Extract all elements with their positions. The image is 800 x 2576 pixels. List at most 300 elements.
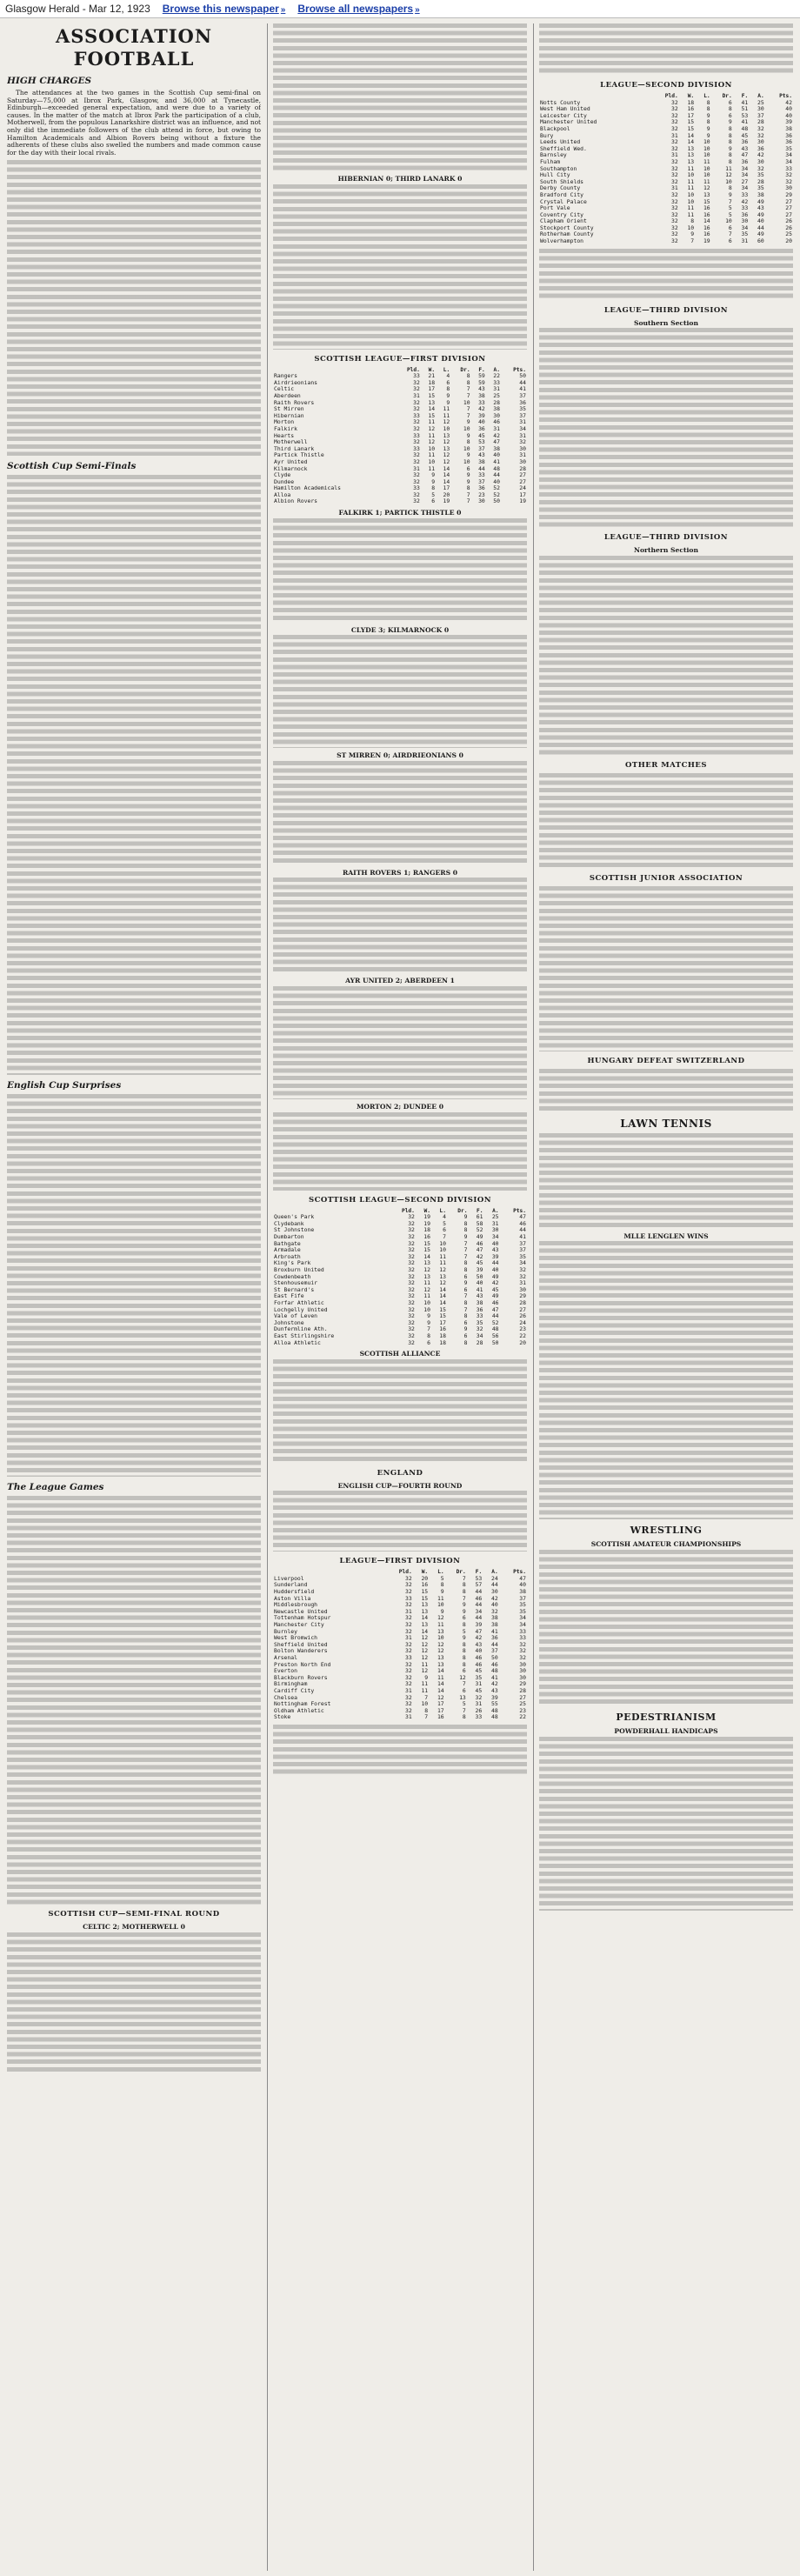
table-cell: 11: [437, 1594, 444, 1602]
table-cell: 32: [757, 131, 764, 139]
table-cell: 43: [491, 1686, 498, 1694]
table-cell: 19: [423, 1219, 430, 1227]
table-cell: 30: [491, 1226, 499, 1234]
newspaper-page[interactable]: [0, 18, 800, 2576]
team-name: Chelsea: [274, 1693, 297, 1701]
table-cell: 46: [475, 1660, 483, 1668]
league-table-scottish-second: [273, 1208, 527, 1346]
table-cell: 46: [475, 1654, 483, 1661]
table-cell: 45: [475, 1686, 483, 1694]
table-cell: 7: [466, 497, 470, 505]
table-cell: 38: [476, 1298, 483, 1306]
team-name: Albion Rovers: [274, 497, 318, 505]
table-cell: 13: [421, 1601, 429, 1609]
table-cell: 9: [706, 111, 710, 119]
table-cell: 41: [741, 98, 749, 106]
table-cell: 49: [757, 230, 764, 238]
table-cell: 37: [519, 1246, 526, 1254]
table-cell: 6: [463, 1285, 468, 1293]
table-cell: 12: [421, 1640, 429, 1648]
table-cell: 40: [491, 1239, 499, 1247]
table-cell: 15: [423, 1246, 430, 1254]
table-cell: 12: [725, 171, 732, 179]
table-cell: 50: [476, 1272, 483, 1280]
table-row: [273, 413, 527, 420]
team-name: Lochgelly United: [274, 1305, 328, 1313]
team-name: Hamilton Academicals: [274, 484, 341, 492]
table-cell: 32: [413, 451, 420, 459]
team-name: Birmingham: [274, 1680, 308, 1688]
table-cell: 34: [476, 1331, 483, 1339]
table-cell: 5: [728, 210, 732, 218]
section-head-powderhall: POWDERHALL HANDICAPS: [614, 1727, 718, 1736]
table-cell: 32: [404, 1700, 412, 1708]
table-cell: 38: [493, 405, 500, 413]
team-name: Oldham Athletic: [274, 1706, 324, 1714]
table-cell: 9: [427, 1312, 430, 1320]
table-cell: 31: [670, 151, 678, 159]
table-cell: 9: [466, 471, 470, 479]
table-cell: 17: [439, 1318, 446, 1326]
table-cell: 25: [493, 391, 500, 399]
table-cell: 32: [404, 1621, 412, 1629]
table-cell: 41: [519, 385, 526, 393]
table-cell: 46: [491, 1660, 498, 1668]
table-cell: 32: [413, 424, 420, 432]
table-cell: 10: [437, 1601, 444, 1609]
table-cell: 41: [519, 1233, 526, 1240]
column-middle: [273, 23, 527, 2573]
table-cell: 16: [703, 230, 710, 238]
table-cell: 9: [462, 1601, 466, 1609]
table-cell: 16: [437, 1713, 444, 1721]
table-cell: 34: [741, 164, 749, 172]
article-text-block: [273, 1359, 527, 1464]
table-cell: 12: [421, 1634, 429, 1642]
table-cell: 32: [670, 224, 678, 231]
table-cell: 35: [741, 230, 749, 238]
table-cell: 44: [491, 1312, 499, 1320]
table-cell: 7: [466, 491, 470, 498]
table-row: [273, 1234, 527, 1241]
match-result-celtic: CELTIC 2; MOTHERWELL 0: [83, 1923, 185, 1932]
table-cell: 40: [785, 105, 792, 113]
table-cell: 27: [519, 1693, 526, 1701]
table-cell: 11: [687, 210, 695, 218]
table-cell: 44: [491, 1259, 499, 1267]
table-cell: 32: [475, 1693, 483, 1701]
table-cell: 17: [428, 385, 436, 393]
team-name: Sunderland: [274, 1581, 308, 1589]
table-cell: 46: [491, 1298, 499, 1306]
team-name: Forfar Athletic: [274, 1298, 324, 1306]
table-cell: 33: [413, 431, 420, 439]
table-cell: 20: [443, 491, 450, 498]
table-cell: 32: [670, 118, 678, 126]
table-cell: 48: [491, 1325, 499, 1333]
team-name: Dunfermline Ath.: [274, 1325, 328, 1333]
article-text-block: [273, 635, 527, 748]
table-row: [539, 146, 793, 153]
table-cell: 9: [440, 1607, 444, 1615]
table-cell: 43: [741, 144, 749, 152]
article-masthead: ASSOCIATION FOOTBALL: [55, 25, 213, 70]
table-cell: 6: [462, 1686, 466, 1694]
table-cell: 31: [404, 1686, 412, 1694]
section-head-lenglen: MLLE LENGLEN WINS: [623, 1231, 709, 1240]
team-name: Cowdenbeath: [274, 1272, 311, 1280]
team-name: Huddersfield: [274, 1588, 315, 1596]
table-cell: 50: [491, 1654, 498, 1661]
column-header: W.: [428, 366, 436, 373]
team-name: Queen's Park: [274, 1213, 315, 1221]
table-cell: 48: [491, 1713, 498, 1721]
table-cell: 14: [437, 1680, 444, 1688]
team-name: Clydebank: [274, 1219, 304, 1227]
table-cell: 30: [519, 1285, 526, 1293]
table-cell: 32: [413, 398, 420, 406]
team-name: Nottingham Forest: [274, 1700, 331, 1708]
table-cell: 10: [687, 171, 695, 179]
table-cell: 53: [475, 1574, 483, 1582]
table-cell: 34: [519, 1614, 526, 1622]
section-head-england: ENGLAND: [377, 1468, 423, 1478]
article-text-block: [539, 773, 793, 869]
table-cell: 41: [741, 118, 749, 126]
table-cell: 9: [728, 190, 732, 198]
table-cell: 33: [741, 190, 749, 198]
table-row: [273, 498, 527, 505]
column-right: [539, 23, 793, 2573]
table-cell: 52: [491, 1318, 499, 1326]
table-cell: 37: [519, 1594, 526, 1602]
table-cell: 8: [462, 1713, 466, 1721]
table-cell: 58: [476, 1219, 483, 1227]
table-cell: 49: [491, 1292, 499, 1300]
table-cell: 8: [462, 1647, 466, 1655]
table-cell: 45: [478, 431, 485, 439]
team-name: Sheffield United: [274, 1640, 328, 1648]
table-cell: 31: [404, 1607, 412, 1615]
table-cell: 52: [476, 1226, 483, 1234]
table-cell: 32: [404, 1614, 412, 1622]
table-cell: 9: [466, 451, 470, 459]
table-cell: 34: [519, 1621, 526, 1629]
table-cell: 33: [493, 378, 500, 386]
article-text-block: [273, 518, 527, 623]
section-head-english-cup-round: ENGLISH CUP—FOURTH ROUND: [337, 1481, 463, 1490]
table-cell: 37: [757, 111, 764, 119]
table-cell: 11: [437, 1621, 444, 1629]
table-cell: 13: [428, 398, 436, 406]
table-row: [273, 380, 527, 387]
table-cell: 12: [443, 418, 450, 426]
table-cell: 35: [476, 1318, 483, 1326]
team-name: Manchester United: [540, 118, 597, 126]
table-cell: 53: [741, 111, 749, 119]
article-text-block: [539, 249, 793, 301]
table-cell: 26: [785, 224, 792, 231]
table-cell: 8: [440, 1581, 444, 1589]
table-cell: 32: [670, 138, 678, 146]
table-cell: 53: [478, 438, 485, 446]
table-cell: 40: [475, 1647, 483, 1655]
column-header: A.: [492, 1207, 499, 1214]
table-cell: 40: [491, 1601, 498, 1609]
table-cell: 6: [462, 1667, 466, 1675]
table-cell: 13: [687, 144, 695, 152]
table-cell: 13: [423, 1272, 430, 1280]
team-name: Airdrieonians: [274, 378, 318, 386]
table-cell: 8: [728, 157, 732, 165]
table-cell: 40: [493, 451, 500, 459]
team-name: Sheffield Wed.: [540, 144, 587, 152]
table-cell: 10: [725, 217, 732, 225]
table-cell: 8: [728, 124, 732, 132]
table-cell: 31: [670, 131, 678, 139]
table-cell: 32: [408, 1252, 415, 1260]
table-cell: 32: [670, 164, 678, 172]
table-cell: 30: [519, 457, 526, 465]
section-head-cup-semi: SCOTTISH CUP—SEMI-FINAL ROUND: [48, 1910, 220, 1919]
table-cell: 42: [491, 1594, 498, 1602]
table-cell: 32: [670, 124, 678, 132]
table-cell: 49: [491, 1272, 499, 1280]
table-cell: 43: [478, 385, 485, 393]
match-result-falkirk: FALKIRK 1; PARTICK THISTLE 0: [338, 509, 462, 517]
column-header: Dr.: [722, 93, 732, 99]
table-cell: 32: [408, 1318, 415, 1326]
table-cell: 6: [728, 237, 732, 245]
table-cell: 10: [428, 444, 436, 452]
table-cell: 8: [466, 378, 470, 386]
table-cell: 9: [466, 418, 470, 426]
table-cell: 16: [423, 1233, 430, 1240]
column-header: A.: [757, 93, 764, 99]
table-cell: 38: [757, 190, 764, 198]
table-cell: 6: [728, 111, 732, 119]
table-cell: 32: [404, 1601, 412, 1609]
section-head-third-south: LEAGUE—THIRD DIVISION: [603, 305, 729, 315]
table-cell: 11: [428, 418, 436, 426]
table-cell: 7: [463, 1239, 468, 1247]
table-row: [273, 1708, 527, 1715]
table-cell: 27: [785, 197, 792, 205]
table-cell: 52: [493, 491, 500, 498]
table-cell: 28: [757, 177, 764, 185]
article-text-block: [7, 1496, 261, 1905]
team-name: Johnstone: [274, 1318, 304, 1326]
article-text-block: [273, 1112, 527, 1191]
table-cell: 17: [519, 491, 526, 498]
table-cell: 28: [519, 464, 526, 472]
team-name: Wolverhampton: [540, 237, 584, 245]
table-cell: 21: [428, 372, 436, 380]
team-name: Barnsley: [540, 151, 567, 159]
team-name: Everton: [274, 1667, 297, 1675]
section-head-hungary: HUNGARY DEFEAT SWITZERLAND: [587, 1056, 745, 1065]
team-name: Bury: [540, 131, 554, 139]
table-cell: 14: [687, 138, 695, 146]
table-cell: 32: [408, 1239, 415, 1247]
table-cell: 44: [519, 378, 526, 386]
team-name: Cardiff City: [274, 1686, 315, 1694]
table-cell: 26: [785, 217, 792, 225]
table-cell: 13: [443, 444, 450, 452]
table-cell: 32: [785, 177, 792, 185]
column-header: F.: [478, 366, 485, 373]
table-cell: 26: [519, 1312, 526, 1320]
table-cell: 16: [703, 204, 710, 212]
team-name: West Ham United: [540, 105, 590, 113]
table-row: [273, 1241, 527, 1248]
table-cell: 6: [443, 1226, 446, 1234]
table-row: [539, 199, 793, 206]
column-header: F.: [741, 93, 749, 99]
table-row: [273, 400, 527, 407]
column-left: [7, 23, 261, 2573]
team-name: Blackburn Rovers: [274, 1673, 328, 1681]
table-cell: 12: [428, 424, 436, 432]
table-cell: 10: [703, 151, 710, 159]
table-cell: 32: [670, 157, 678, 165]
table-cell: 14: [421, 1614, 429, 1622]
column-header: W.: [687, 93, 695, 99]
match-result-hibernian: HIBERNIAN 0; THIRD LANARK 0: [337, 175, 463, 183]
table-cell: 36: [741, 138, 749, 146]
table-cell: 13: [421, 1621, 429, 1629]
table-cell: 44: [475, 1601, 483, 1609]
table-cell: 7: [463, 1305, 468, 1313]
table-cell: 6: [431, 497, 436, 505]
table-cell: 9: [431, 471, 436, 479]
table-cell: 25: [519, 1700, 526, 1708]
table-cell: 17: [437, 1706, 444, 1714]
browse-all-newspapers-link[interactable]: [297, 3, 419, 15]
table-cell: 8: [462, 1654, 466, 1661]
table-cell: 16: [439, 1325, 446, 1333]
table-cell: 59: [478, 372, 485, 380]
table-cell: 32: [519, 438, 526, 446]
table-cell: 29: [519, 1680, 526, 1688]
team-name: Kilmarnock: [274, 464, 308, 472]
table-cell: 39: [476, 1265, 483, 1273]
table-cell: 32: [757, 164, 764, 172]
table-cell: 38: [491, 1614, 498, 1622]
table-cell: 10: [439, 1239, 446, 1247]
match-result-morton: MORTON 2; DUNDEE 0: [356, 1103, 444, 1111]
team-name: Bathgate: [274, 1239, 301, 1247]
table-cell: 8: [462, 1588, 466, 1596]
table-cell: 31: [741, 237, 749, 245]
column-header: L.: [437, 1569, 444, 1576]
table-cell: 13: [437, 1654, 444, 1661]
table-cell: 7: [728, 197, 732, 205]
table-cell: 6: [463, 1318, 468, 1326]
table-cell: 8: [463, 1259, 468, 1267]
table-cell: 9: [462, 1607, 466, 1615]
table-cell: 34: [785, 151, 792, 159]
table-cell: 14: [703, 217, 710, 225]
browse-this-newspaper-link[interactable]: [163, 3, 286, 15]
column-header: Dr.: [456, 1569, 466, 1576]
article-text-block: [273, 184, 527, 350]
table-cell: 44: [519, 1226, 526, 1234]
table-cell: 27: [519, 471, 526, 479]
table-cell: 32: [404, 1640, 412, 1648]
table-cell: 35: [519, 1252, 526, 1260]
table-cell: 34: [519, 424, 526, 432]
table-cell: 27: [785, 210, 792, 218]
table-cell: 36: [476, 1305, 483, 1313]
team-name: Liverpool: [274, 1574, 304, 1582]
browse-all-label: Browse all newspapers: [297, 3, 414, 15]
table-cell: 22: [493, 372, 500, 380]
table-cell: 60: [757, 237, 764, 245]
table-cell: 42: [491, 1680, 498, 1688]
table-cell: 46: [519, 1219, 526, 1227]
table-row: [273, 406, 527, 413]
team-name: Alloa: [274, 491, 291, 498]
table-cell: 7: [424, 1713, 429, 1721]
table-cell: 12: [421, 1654, 429, 1661]
table-cell: 23: [519, 1706, 526, 1714]
table-cell: 22: [519, 1713, 526, 1721]
table-cell: 31: [519, 1279, 526, 1287]
table-cell: 34: [491, 1233, 499, 1240]
table-cell: 11: [703, 177, 710, 185]
table-cell: 7: [690, 237, 695, 245]
team-name: Stenhousemuir: [274, 1279, 318, 1287]
table-cell: 32: [408, 1325, 415, 1333]
table-cell: 51: [741, 105, 749, 113]
table-cell: 33: [413, 411, 420, 419]
table-cell: 5: [431, 491, 436, 498]
team-name: East Stirlingshire: [274, 1331, 335, 1339]
table-cell: 9: [728, 144, 732, 152]
table-cell: 18: [439, 1338, 446, 1346]
table-cell: 35: [785, 144, 792, 152]
table-cell: 12: [443, 457, 450, 465]
table-cell: 9: [466, 431, 470, 439]
table-cell: 43: [476, 1292, 483, 1300]
table-cell: 32: [408, 1312, 415, 1320]
table-cell: 39: [491, 1693, 498, 1701]
table-cell: 12: [421, 1667, 429, 1675]
table-cell: 33: [785, 164, 792, 172]
team-name: Newcastle United: [274, 1607, 328, 1615]
section-head-lawn-tennis: LAWN TENNIS: [620, 1117, 712, 1130]
table-cell: 12: [439, 1279, 446, 1287]
table-cell: 41: [491, 1627, 498, 1635]
table-cell: 7: [463, 1252, 468, 1260]
team-name: Broxburn United: [274, 1265, 324, 1273]
table-cell: 36: [519, 398, 526, 406]
table-cell: 46: [493, 418, 500, 426]
table-cell: 19: [519, 497, 526, 505]
table-cell: 20: [421, 1574, 429, 1582]
team-name: Alloa Athletic: [274, 1338, 321, 1346]
match-result-st-mirren: ST MIRREN 0; AIRDRIEONIANS 0: [337, 751, 463, 760]
newspaper-title: Glasgow Herald - Mar 12, 1923: [5, 3, 150, 15]
table-cell: 33: [404, 1654, 412, 1661]
table-cell: 12: [421, 1647, 429, 1655]
chevron-right-icon: »: [280, 5, 286, 15]
table-cell: 40: [785, 111, 792, 119]
table-cell: 9: [706, 124, 710, 132]
table-cell: 8: [728, 184, 732, 192]
team-name: Manchester City: [274, 1621, 324, 1629]
